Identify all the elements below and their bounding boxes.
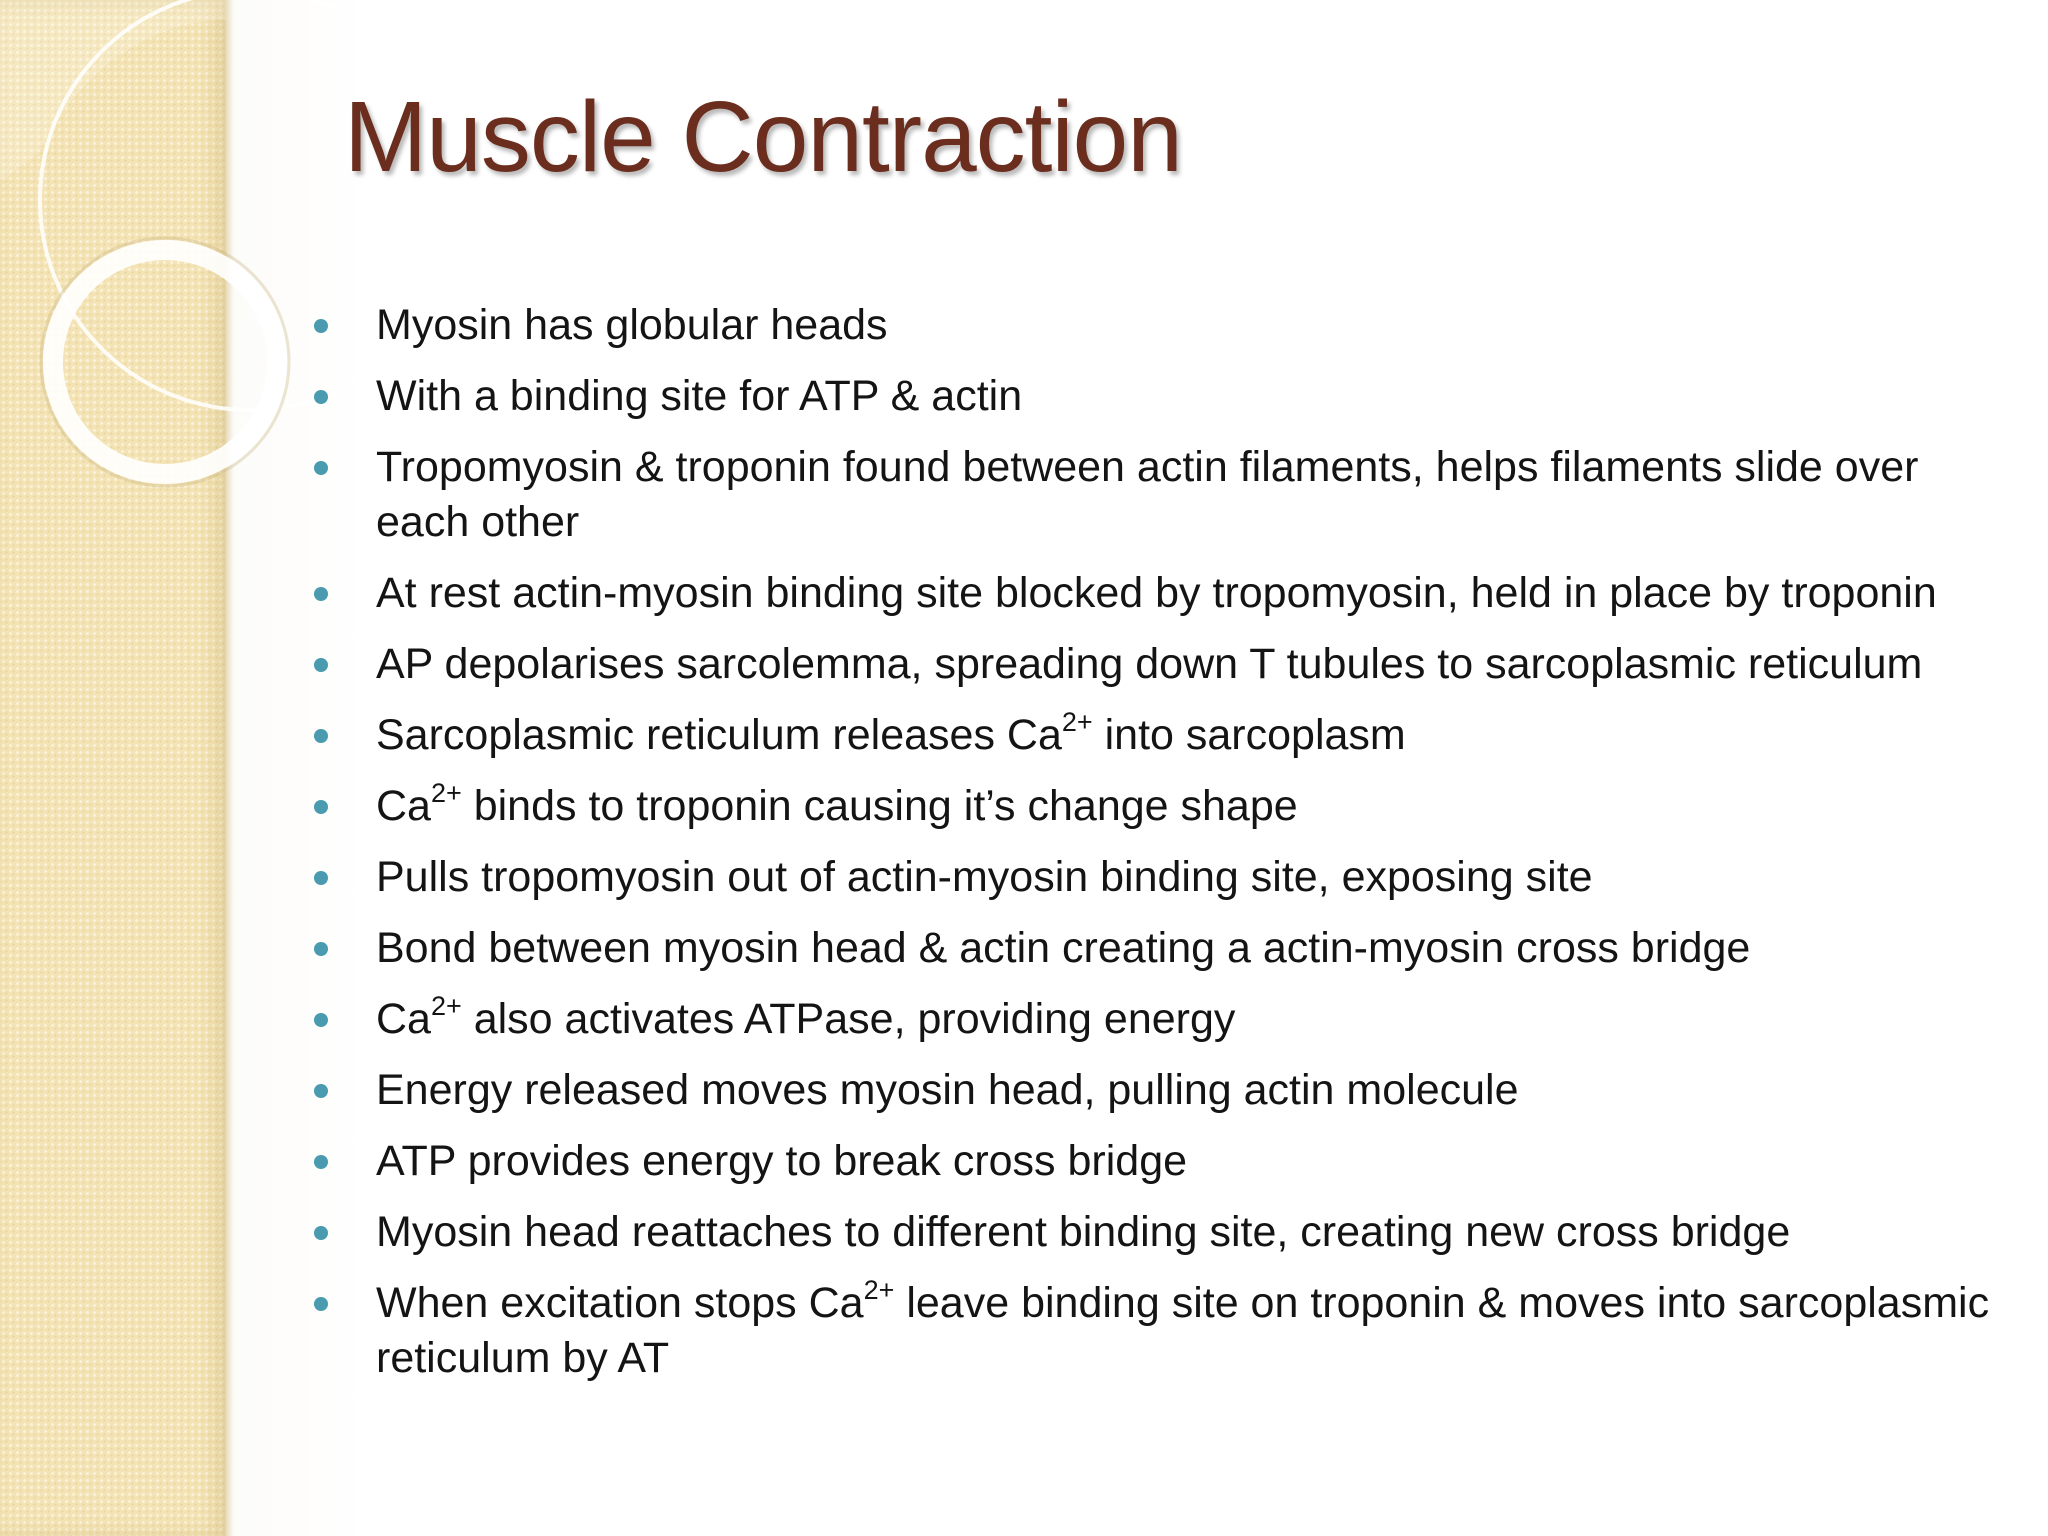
bullet-text — [376, 1275, 1990, 1382]
bullet-text-segment: also activates ATPase, providing energy — [461, 995, 1236, 1043]
bullet-text-segment: When excitation stops Ca — [376, 1279, 864, 1327]
bullet-text-segment: leave binding site on troponin & moves into sarcoplasmic reticulum by AT — [376, 1279, 1990, 1382]
bullet-text-segment: Tropomyosin & troponin found between actin filaments, helps filaments slide over each other — [376, 443, 1919, 546]
superscript-charge: 2+ — [430, 778, 462, 808]
bullet-dot-icon — [314, 658, 328, 672]
bullet-text — [376, 853, 1593, 901]
bullet-dot-icon — [314, 390, 328, 404]
bullet-list — [314, 298, 2014, 1402]
superscript-charge: 2+ — [430, 991, 462, 1021]
bullet-item — [314, 921, 2014, 976]
bullet-item — [314, 708, 2014, 763]
superscript-charge: 2+ — [863, 1275, 895, 1305]
bullet-text — [376, 372, 1022, 420]
bullet-dot-icon — [314, 871, 328, 885]
bullet-dot-icon — [314, 587, 328, 601]
bullet-text — [376, 301, 888, 349]
bullet-dot-icon — [314, 461, 328, 475]
bullet-text-segment: AP depolarises sarcolemma, spreading down T tubules to sarcoplasmic reticulum — [376, 640, 1923, 688]
bullet-text-segment: into sarcoplasm — [1092, 711, 1406, 759]
bullet-dot-icon — [314, 1084, 328, 1098]
bullet-dot-icon — [314, 729, 328, 743]
bullet-text-segment: Myosin has globular heads — [376, 301, 888, 349]
bullet-text — [376, 924, 1750, 972]
bullet-text-segment: Ca — [376, 995, 431, 1043]
bullet-text-segment: binds to troponin causing it’s change shape — [461, 782, 1298, 830]
bullet-text — [376, 640, 1922, 688]
bullet-text — [376, 707, 1406, 759]
bullet-dot-icon — [314, 1013, 328, 1027]
bullet-item — [314, 992, 2014, 1047]
bullet-text-segment: Ca — [376, 782, 431, 830]
bullet-text-segment: Bond between myosin head & actin creating a actin-myosin cross bridge — [376, 924, 1751, 972]
bullet-text — [376, 443, 1918, 546]
bullet-text — [376, 1208, 1790, 1256]
bullet-dot-icon — [314, 1155, 328, 1169]
bullet-dot-icon — [314, 800, 328, 814]
bullet-item — [314, 637, 2014, 692]
slide-title: Muscle Contraction — [344, 81, 1182, 193]
bullet-text — [376, 1066, 1519, 1114]
bullet-text-segment: Sarcoplasmic reticulum releases Ca — [376, 711, 1062, 759]
bullet-text — [376, 1137, 1187, 1185]
bullet-item — [314, 440, 2014, 550]
bullet-dot-icon — [314, 1297, 328, 1311]
bullet-item — [314, 850, 2014, 905]
side-band-edge — [226, 0, 234, 1536]
bullet-text-segment: With a binding site for ATP & actin — [376, 372, 1023, 420]
superscript-charge: 2+ — [1061, 707, 1093, 737]
bullet-text-segment: ATP provides energy to break cross bridge — [376, 1137, 1188, 1185]
bullet-item — [314, 1205, 2014, 1260]
bullet-dot-icon — [314, 942, 328, 956]
bullet-item — [314, 1063, 2014, 1118]
bullet-item — [314, 1134, 2014, 1189]
bullet-text — [376, 778, 1298, 830]
bullet-dot-icon — [314, 1226, 328, 1240]
bullet-item — [314, 369, 2014, 424]
bullet-text-segment: Myosin head reattaches to different binding site, creating new cross bridge — [376, 1208, 1791, 1256]
bullet-item — [314, 298, 2014, 353]
bullet-text — [376, 991, 1236, 1043]
bullet-item — [314, 779, 2014, 834]
bullet-text — [376, 569, 1937, 617]
bullet-text-segment: At rest actin-myosin binding site blocked by tropomyosin, held in place by troponin — [376, 569, 1937, 617]
bullet-item — [314, 1276, 2014, 1386]
bullet-text-segment: Energy released moves myosin head, pulling actin molecule — [376, 1066, 1519, 1114]
decorative-side-band — [0, 0, 226, 1536]
bullet-item — [314, 566, 2014, 621]
bullet-dot-icon — [314, 319, 328, 333]
bullet-text-segment: Pulls tropomyosin out of actin-myosin binding site, exposing site — [376, 853, 1593, 901]
